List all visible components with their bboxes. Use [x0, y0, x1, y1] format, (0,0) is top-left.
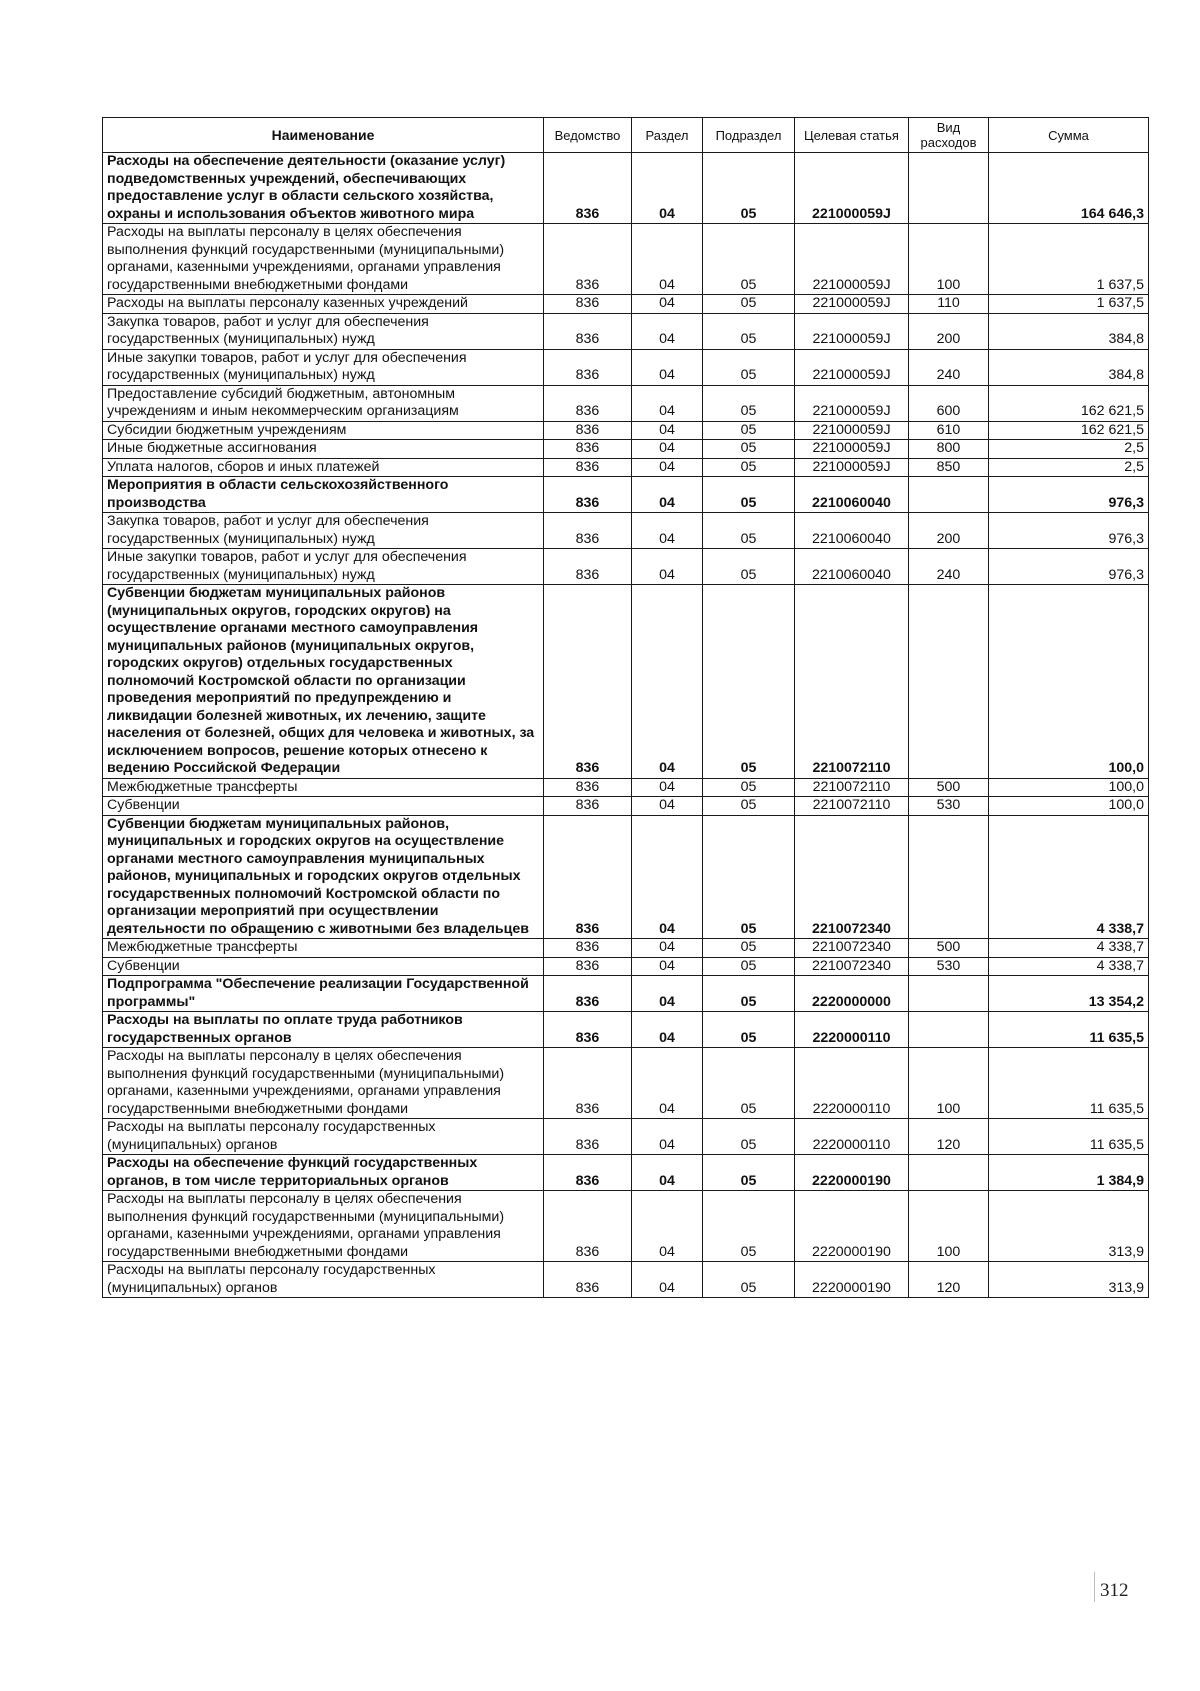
table-header	[103, 118, 1149, 153]
cell-sum: 976,3	[989, 513, 1149, 549]
cell-section: 04	[632, 939, 703, 958]
cell-sum: 1 384,9	[989, 1155, 1149, 1191]
cell-sum: 2,5	[989, 458, 1149, 477]
cell-sum: 1 637,5	[989, 224, 1149, 295]
cell-name: Расходы на выплаты персоналу государственных (муниципальных) органов	[103, 1262, 544, 1298]
cell-subsection: 05	[703, 458, 795, 477]
table-row	[103, 349, 1149, 385]
table-row	[103, 513, 1149, 549]
cell-article: 221000059J	[795, 224, 909, 295]
cell-name: Подпрограмма "Обеспечение реализации Государственной программы"	[103, 976, 544, 1012]
cell-sum: 384,8	[989, 349, 1149, 385]
cell-sum: 100,0	[989, 778, 1149, 797]
cell-section: 04	[632, 295, 703, 314]
cell-section: 04	[632, 224, 703, 295]
cell-exptype: 610	[909, 421, 989, 440]
cell-dept: 836	[544, 815, 632, 939]
cell-section: 04	[632, 797, 703, 816]
cell-exptype: 850	[909, 458, 989, 477]
cell-subsection: 05	[703, 1048, 795, 1119]
cell-article: 221000059J	[795, 385, 909, 421]
cell-sum: 11 635,5	[989, 1012, 1149, 1048]
table-row	[103, 1191, 1149, 1262]
table-row	[103, 1012, 1149, 1048]
cell-sum: 164 646,3	[989, 153, 1149, 224]
cell-section: 04	[632, 421, 703, 440]
cell-article: 221000059J	[795, 313, 909, 349]
cell-section: 04	[632, 778, 703, 797]
header-name: Наименование	[103, 118, 544, 153]
cell-sum: 11 635,5	[989, 1048, 1149, 1119]
table-row	[103, 421, 1149, 440]
cell-sum: 100,0	[989, 797, 1149, 816]
cell-subsection: 05	[703, 957, 795, 976]
table-row	[103, 778, 1149, 797]
cell-name: Иные закупки товаров, работ и услуг для обеспечения государственных (муниципальных) нужд	[103, 549, 544, 585]
cell-subsection: 05	[703, 349, 795, 385]
cell-exptype: 200	[909, 513, 989, 549]
cell-article: 2210072110	[795, 797, 909, 816]
cell-exptype: 120	[909, 1119, 989, 1155]
cell-name: Закупка товаров, работ и услуг для обеспечения государственных (муниципальных) нужд	[103, 513, 544, 549]
cell-article: 2210072340	[795, 815, 909, 939]
cell-section: 04	[632, 385, 703, 421]
cell-article: 221000059J	[795, 349, 909, 385]
cell-section: 04	[632, 477, 703, 513]
cell-name: Расходы на выплаты по оплате труда работников государственных органов	[103, 1012, 544, 1048]
cell-section: 04	[632, 153, 703, 224]
table-row	[103, 224, 1149, 295]
cell-dept: 836	[544, 976, 632, 1012]
table-row	[103, 939, 1149, 958]
cell-name: Расходы на выплаты персоналу казенных учреждений	[103, 295, 544, 314]
cell-exptype: 240	[909, 549, 989, 585]
cell-name: Расходы на выплаты персоналу в целях обеспечения выполнения функций государственными (муниципальными) органами, казенными учреждениями, органами управления государственными внебюджетными фондами	[103, 1191, 544, 1262]
cell-article: 2210060040	[795, 477, 909, 513]
cell-exptype: 120	[909, 1262, 989, 1298]
budget-table	[102, 117, 1149, 1298]
cell-name: Расходы на обеспечение деятельности (оказание услуг) подведомственных учреждений, обеспечивающих предоставление услуг в области сельского хозяйства, охраны и использования объектов животного мира	[103, 153, 544, 224]
cell-subsection: 05	[703, 153, 795, 224]
cell-name: Расходы на обеспечение функций государственных органов, в том числе территориальных органов	[103, 1155, 544, 1191]
cell-sum: 976,3	[989, 477, 1149, 513]
cell-section: 04	[632, 1191, 703, 1262]
cell-name: Расходы на выплаты персоналу в целях обеспечения выполнения функций государственными (муниципальными) органами, казенными учреждениями, органами управления государственными внебюджетными фондами	[103, 224, 544, 295]
cell-dept: 836	[544, 458, 632, 477]
cell-article: 2210072110	[795, 778, 909, 797]
cell-sum: 100,0	[989, 585, 1149, 779]
cell-article: 2220000190	[795, 1262, 909, 1298]
header-row	[103, 118, 1149, 153]
cell-dept: 836	[544, 1048, 632, 1119]
cell-dept: 836	[544, 224, 632, 295]
cell-subsection: 05	[703, 1262, 795, 1298]
header-sum: Сумма	[989, 118, 1149, 153]
cell-section: 04	[632, 957, 703, 976]
cell-section: 04	[632, 976, 703, 1012]
cell-dept: 836	[544, 778, 632, 797]
cell-article: 221000059J	[795, 421, 909, 440]
cell-dept: 836	[544, 1262, 632, 1298]
cell-article: 221000059J	[795, 458, 909, 477]
cell-sum: 162 621,5	[989, 385, 1149, 421]
cell-subsection: 05	[703, 549, 795, 585]
cell-article: 2220000110	[795, 1048, 909, 1119]
cell-name: Субсидии бюджетным учреждениям	[103, 421, 544, 440]
cell-dept: 836	[544, 1119, 632, 1155]
header-exptype: Вид расходов	[909, 118, 989, 153]
cell-exptype: 500	[909, 939, 989, 958]
cell-section: 04	[632, 815, 703, 939]
cell-exptype	[909, 153, 989, 224]
cell-sum: 4 338,7	[989, 957, 1149, 976]
table-row	[103, 797, 1149, 816]
cell-name: Субвенции	[103, 797, 544, 816]
cell-sum: 313,9	[989, 1191, 1149, 1262]
cell-name: Иные закупки товаров, работ и услуг для обеспечения государственных (муниципальных) нужд	[103, 349, 544, 385]
cell-subsection: 05	[703, 295, 795, 314]
cell-sum: 4 338,7	[989, 939, 1149, 958]
cell-subsection: 05	[703, 421, 795, 440]
cell-section: 04	[632, 1048, 703, 1119]
cell-section: 04	[632, 1155, 703, 1191]
cell-article: 2220000000	[795, 976, 909, 1012]
table-row	[103, 1048, 1149, 1119]
table-row	[103, 549, 1149, 585]
cell-dept: 836	[544, 440, 632, 459]
cell-dept: 836	[544, 939, 632, 958]
cell-sum: 13 354,2	[989, 976, 1149, 1012]
cell-sum: 976,3	[989, 549, 1149, 585]
table-row	[103, 1262, 1149, 1298]
cell-section: 04	[632, 1119, 703, 1155]
page-number: 312	[1100, 1580, 1129, 1601]
cell-article: 221000059J	[795, 440, 909, 459]
cell-exptype: 100	[909, 1048, 989, 1119]
cell-article: 2210060040	[795, 513, 909, 549]
cell-section: 04	[632, 349, 703, 385]
cell-article: 2220000110	[795, 1119, 909, 1155]
header-subsection: Подраздел	[703, 118, 795, 153]
cell-exptype	[909, 1155, 989, 1191]
cell-name: Расходы на выплаты персоналу в целях обеспечения выполнения функций государственными (муниципальными) органами, казенными учреждениями, органами управления государственными внебюджетными фондами	[103, 1048, 544, 1119]
cell-article: 2210072340	[795, 957, 909, 976]
cell-sum: 313,9	[989, 1262, 1149, 1298]
cell-sum: 162 621,5	[989, 421, 1149, 440]
cell-section: 04	[632, 1012, 703, 1048]
cell-subsection: 05	[703, 385, 795, 421]
cell-name: Субвенции бюджетам муниципальных районов, муниципальных и городских округов на осуществление органами местного самоуправления муниципальных районов, муниципальных и городских округов отдельных государственных полномочий Костромской области по организации мероприятий при осуществлении деятельности по обращению с животными без владельцев	[103, 815, 544, 939]
cell-exptype	[909, 815, 989, 939]
header-article: Целевая статья	[795, 118, 909, 153]
cell-subsection: 05	[703, 477, 795, 513]
cell-dept: 836	[544, 349, 632, 385]
cell-dept: 836	[544, 957, 632, 976]
cell-section: 04	[632, 1262, 703, 1298]
cell-subsection: 05	[703, 1119, 795, 1155]
cell-exptype: 240	[909, 349, 989, 385]
cell-exptype	[909, 477, 989, 513]
margin-mark	[1094, 1572, 1095, 1602]
cell-dept: 836	[544, 421, 632, 440]
cell-sum: 11 635,5	[989, 1119, 1149, 1155]
table-row	[103, 385, 1149, 421]
cell-subsection: 05	[703, 513, 795, 549]
cell-subsection: 05	[703, 1155, 795, 1191]
cell-exptype: 110	[909, 295, 989, 314]
cell-dept: 836	[544, 295, 632, 314]
cell-subsection: 05	[703, 224, 795, 295]
cell-sum: 2,5	[989, 440, 1149, 459]
cell-sum: 1 637,5	[989, 295, 1149, 314]
cell-name: Закупка товаров, работ и услуг для обеспечения государственных (муниципальных) нужд	[103, 313, 544, 349]
cell-subsection: 05	[703, 440, 795, 459]
cell-section: 04	[632, 549, 703, 585]
cell-dept: 836	[544, 477, 632, 513]
cell-exptype: 530	[909, 797, 989, 816]
cell-dept: 836	[544, 313, 632, 349]
cell-article: 221000059J	[795, 153, 909, 224]
cell-exptype: 100	[909, 224, 989, 295]
cell-dept: 836	[544, 513, 632, 549]
cell-subsection: 05	[703, 1012, 795, 1048]
cell-subsection: 05	[703, 976, 795, 1012]
cell-name: Расходы на выплаты персоналу государственных (муниципальных) органов	[103, 1119, 544, 1155]
cell-article: 2210072340	[795, 939, 909, 958]
cell-exptype: 500	[909, 778, 989, 797]
cell-exptype: 600	[909, 385, 989, 421]
table-row	[103, 1119, 1149, 1155]
cell-name: Субвенции бюджетам муниципальных районов (муниципальных округов, городских округов) на осуществление органами местного самоуправления муниципальных районов (муниципальных округов, городских округов) отдельных государственных полномочий Костромской области по организации проведения мероприятий по предупреждению и ликвидации болезней животных, их лечению, защите населения от болезней, общих для человека и животных, за исключением вопросов, решение которых отнесено к ведению Российской Федерации	[103, 585, 544, 779]
table-row	[103, 313, 1149, 349]
cell-name: Субвенции	[103, 957, 544, 976]
cell-exptype	[909, 976, 989, 1012]
table-row	[103, 585, 1149, 779]
cell-name: Межбюджетные трансферты	[103, 939, 544, 958]
table-row	[103, 815, 1149, 939]
cell-article: 2210060040	[795, 549, 909, 585]
cell-subsection: 05	[703, 778, 795, 797]
cell-dept: 836	[544, 1191, 632, 1262]
cell-name: Мероприятия в области сельскохозяйственного производства	[103, 477, 544, 513]
cell-subsection: 05	[703, 797, 795, 816]
header-section: Раздел	[632, 118, 703, 153]
table-row	[103, 458, 1149, 477]
cell-dept: 836	[544, 797, 632, 816]
cell-article: 2210072110	[795, 585, 909, 779]
table-row	[103, 957, 1149, 976]
cell-dept: 836	[544, 153, 632, 224]
header-dept: Ведомство	[544, 118, 632, 153]
cell-section: 04	[632, 440, 703, 459]
cell-article: 2220000190	[795, 1155, 909, 1191]
cell-dept: 836	[544, 549, 632, 585]
cell-article: 2220000110	[795, 1012, 909, 1048]
cell-article: 221000059J	[795, 295, 909, 314]
table-row	[103, 477, 1149, 513]
table-row	[103, 440, 1149, 459]
cell-exptype: 200	[909, 313, 989, 349]
table-row	[103, 295, 1149, 314]
cell-exptype: 100	[909, 1191, 989, 1262]
cell-subsection: 05	[703, 313, 795, 349]
cell-name: Межбюджетные трансферты	[103, 778, 544, 797]
cell-subsection: 05	[703, 1191, 795, 1262]
table-row	[103, 1155, 1149, 1191]
cell-subsection: 05	[703, 815, 795, 939]
cell-exptype: 800	[909, 440, 989, 459]
cell-section: 04	[632, 513, 703, 549]
cell-section: 04	[632, 313, 703, 349]
cell-sum: 4 338,7	[989, 815, 1149, 939]
cell-subsection: 05	[703, 585, 795, 779]
cell-name: Иные бюджетные ассигнования	[103, 440, 544, 459]
cell-exptype	[909, 585, 989, 779]
cell-name: Предоставление субсидий бюджетным, автономным учреждениям и иным некоммерческим организациям	[103, 385, 544, 421]
cell-dept: 836	[544, 385, 632, 421]
cell-dept: 836	[544, 585, 632, 779]
cell-exptype: 530	[909, 957, 989, 976]
cell-section: 04	[632, 585, 703, 779]
table-row	[103, 976, 1149, 1012]
cell-exptype	[909, 1012, 989, 1048]
cell-sum: 384,8	[989, 313, 1149, 349]
cell-name: Уплата налогов, сборов и иных платежей	[103, 458, 544, 477]
cell-dept: 836	[544, 1155, 632, 1191]
table-body	[103, 153, 1149, 1298]
cell-article: 2220000190	[795, 1191, 909, 1262]
cell-section: 04	[632, 458, 703, 477]
cell-subsection: 05	[703, 939, 795, 958]
table-row	[103, 153, 1149, 224]
cell-dept: 836	[544, 1012, 632, 1048]
